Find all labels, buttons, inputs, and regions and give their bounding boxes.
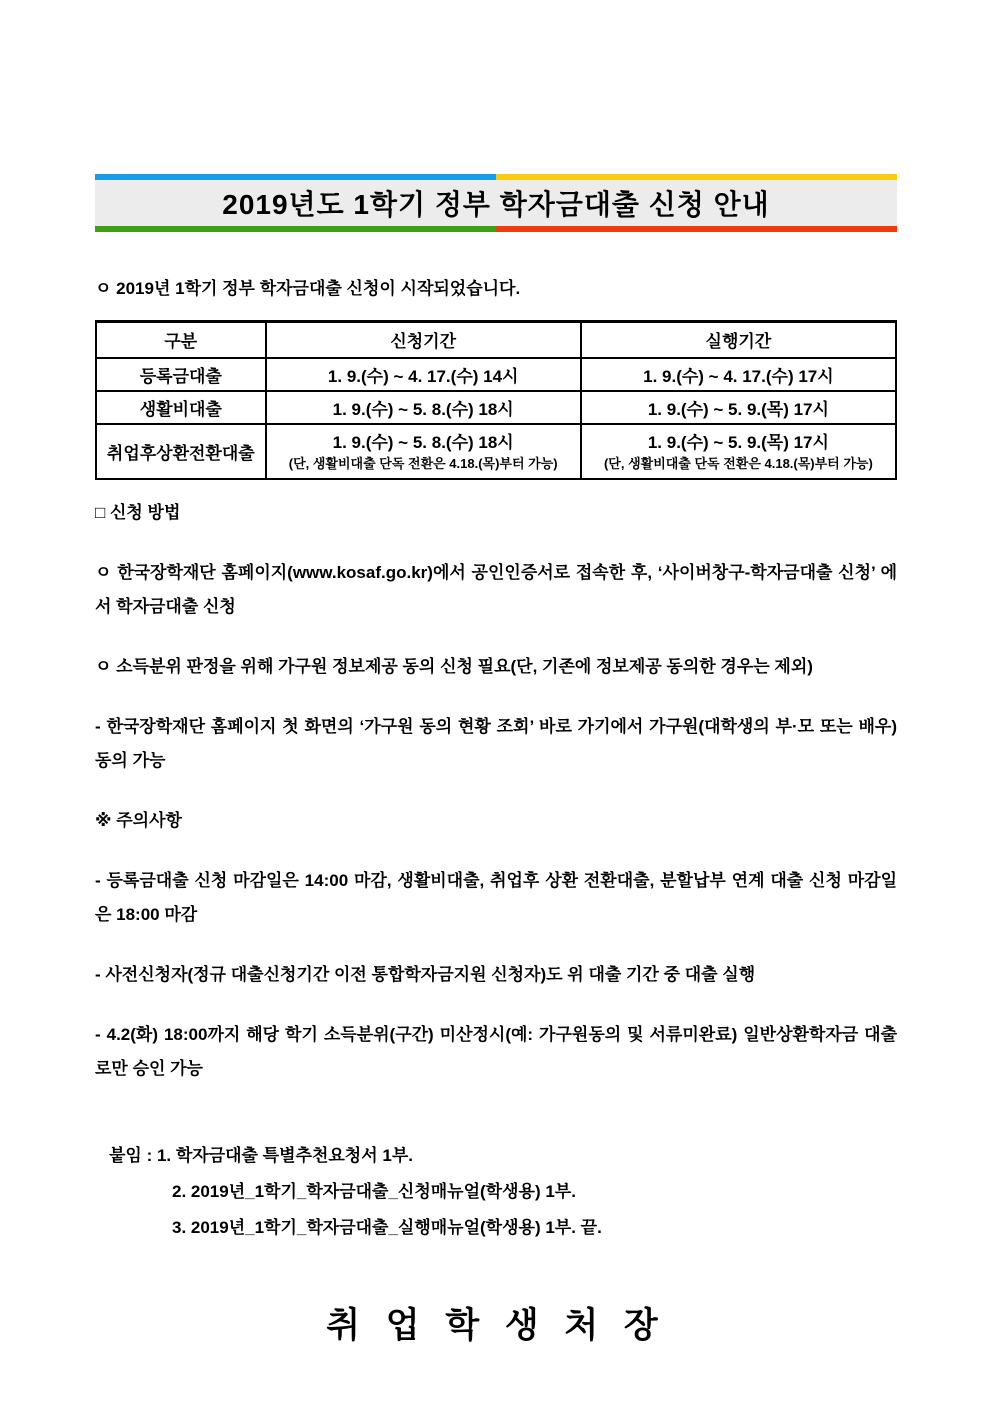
row-apply-period: [266, 424, 581, 479]
bottom-bar-green-segment: [95, 226, 496, 232]
top-bar-yellow-segment: [496, 174, 897, 180]
row-apply-period: 1. 9.(수) ~ 4. 17.(수) 14시: [266, 358, 581, 391]
document-body: [0, 272, 992, 1348]
row-apply-period-text: 1. 9.(수) ~ 5. 8.(수) 18시: [332, 432, 514, 452]
row-apply-period: 1. 9.(수) ~ 5. 8.(수) 18시: [266, 391, 581, 424]
attachment-item-2: 2. 2019년_1학기_학자금대출_신청매뉴얼(학생용) 1부.: [172, 1181, 576, 1201]
intro-paragraph: ㅇ 2019년 1학기 정부 학자금대출 신청이 시작되었습니다.: [95, 279, 521, 298]
caution-paragraph-income-bracket: - 4.2(화) 18:00까지 해당 학기 소득분위(구간) 미산정시(예: 가구원동의 및 서류미완료) 일반상환학자금 대출로만 승인 가능: [95, 1024, 897, 1078]
column-header-exec-period: 실행기간: [581, 322, 896, 358]
caution-paragraph-deadline: - 등록금대출 신청 마감일은 14:00 마감, 생활비대출, 취업후 상환 전환대출, 분할납부 연계 대출 신청 마감일은 18:00 마감: [95, 870, 897, 924]
bottom-bar-red-segment: [496, 226, 897, 232]
column-header-category: 구분: [96, 322, 266, 358]
table-header-row: [96, 322, 896, 358]
method-section-heading: □ 신청 방법: [95, 502, 181, 522]
method-paragraph-household-consent: - 한국장학재단 홈페이지 첫 화면의 ‘가구원 동의 현황 조회’ 바로 가기에서 가구원(대학생의 부·모 또는 배우) 동의 가능: [95, 716, 897, 770]
row-category: 등록금대출: [96, 358, 266, 391]
caution-paragraph-pre-applicants: - 사전신청자(정규 대출신청기간 이전 통합학자금지원 신청자)도 위 대출 기간 중 대출 실행: [95, 964, 756, 984]
banner-bottom-bar: [95, 226, 897, 232]
column-header-apply-period: 신청기간: [266, 322, 581, 358]
schedule-table: [95, 320, 897, 480]
row-category: 생활비대출: [96, 391, 266, 424]
row-exec-period: [581, 424, 896, 479]
row-exec-period-text: 1. 9.(수) ~ 5. 9.(목) 17시: [647, 432, 829, 452]
method-paragraph-income-consent: ㅇ 소득분위 판정을 위해 가구원 정보제공 동의 신청 필요(단, 기존에 정보제공 동의한 경우는 제외): [95, 656, 813, 676]
attachment-item-1: 붙임 : 1. 학자금대출 특별추천요청서 1부.: [109, 1145, 413, 1165]
top-bar-blue-segment: [95, 174, 496, 180]
table-row-living-expense-loan: [96, 391, 896, 424]
attachments-block: [95, 1138, 897, 1246]
row-exec-period: 1. 9.(수) ~ 5. 9.(목) 17시: [581, 391, 896, 424]
table-row-icl-conversion-loan: [96, 424, 896, 479]
caution-section-heading: ※ 주의사항: [95, 810, 182, 830]
row-exec-period: 1. 9.(수) ~ 4. 17.(수) 17시: [581, 358, 896, 391]
attachment-item-3: 3. 2019년_1학기_학자금대출_실행매뉴얼(학생용) 1부. 끝.: [172, 1217, 602, 1237]
row-apply-period-note: (단, 생활비대출 단독 전환은 4.18.(목)부터 가능): [288, 455, 558, 471]
title-band: [95, 180, 897, 226]
banner-top-bar: [95, 174, 897, 180]
signature-office-title: 취 업 학 생 처 장: [326, 1305, 666, 1345]
row-exec-period-note: (단, 생활비대출 단독 전환은 4.18.(목)부터 가능): [603, 455, 873, 471]
table-row-tuition-loan: [96, 358, 896, 391]
title-banner: [95, 174, 897, 232]
method-paragraph-homepage: ㅇ 한국장학재단 홈페이지(www.kosaf.go.kr)에서 공인인증서로 접속한 후, ‘사이버창구-학자금대출 신청’ 에서 학자금대출 신청: [95, 562, 897, 616]
document-title: 2019년도 1학기 정부 학자금대출 신청 안내: [222, 189, 770, 220]
row-category: 취업후상환전환대출: [96, 424, 266, 479]
